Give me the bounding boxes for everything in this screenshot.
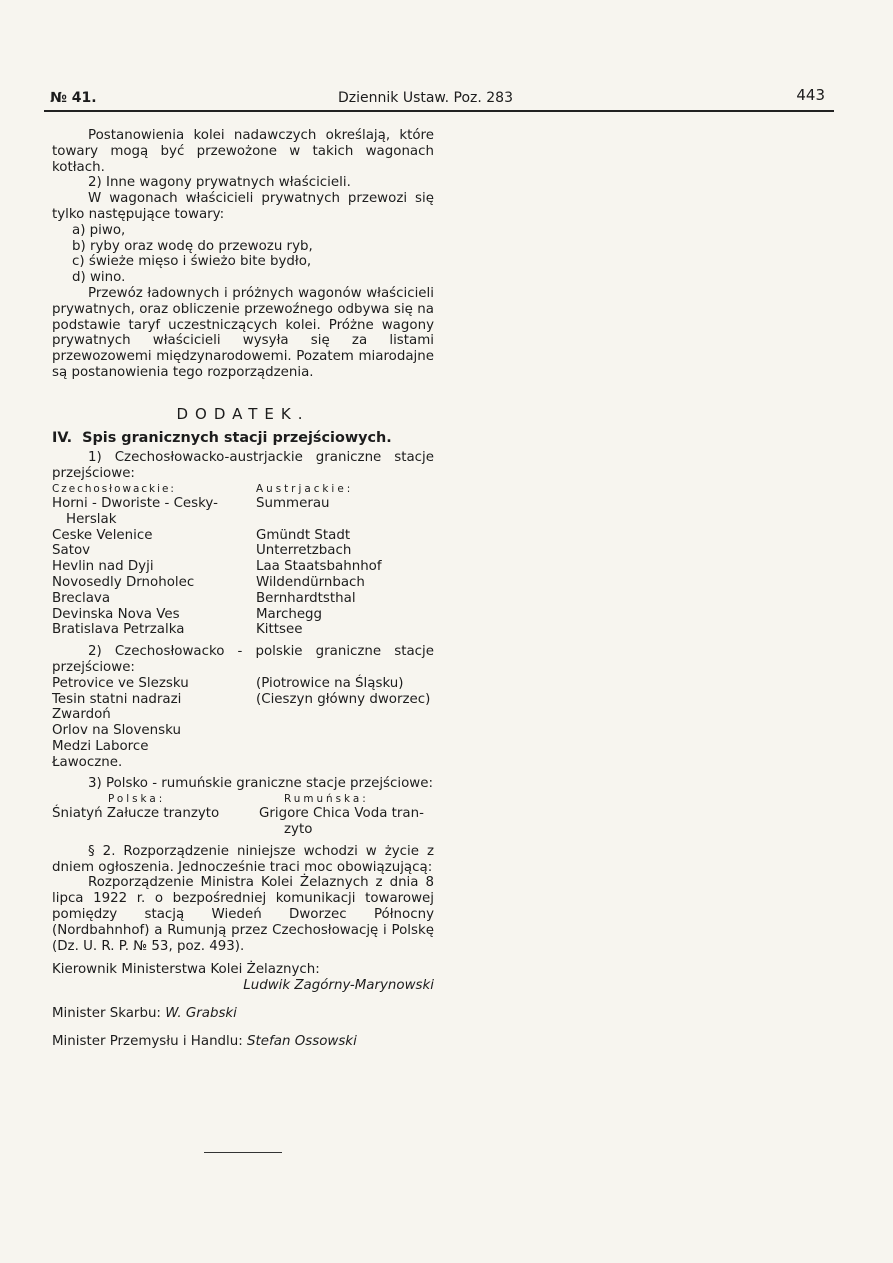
station-right: Wildendürnbach bbox=[256, 574, 365, 590]
station-right: (Piotrowice na Śląsku) bbox=[256, 675, 404, 691]
station-left: Horni - Dworiste - Cesky- bbox=[52, 495, 218, 511]
table-row bbox=[52, 822, 434, 838]
table-row bbox=[52, 591, 434, 607]
table-row bbox=[52, 528, 434, 544]
station-right: Gmündt Stadt bbox=[256, 527, 351, 543]
table-row bbox=[52, 575, 434, 591]
table-row bbox=[52, 676, 434, 692]
signature-name: W. Grabski bbox=[165, 1006, 237, 1022]
list-item: b) ryby oraz wodę do przewozu ryb, bbox=[72, 238, 313, 254]
table-row bbox=[52, 543, 434, 559]
section-title-text: Spis granicznych stacji przejściowych. bbox=[82, 429, 392, 446]
station-right bbox=[256, 739, 434, 755]
intro-paragraph-3: W wagonach właścicieli prywatnych przewozi się tylko następujące towary: bbox=[52, 191, 434, 222]
station-left: Medzi Laborce bbox=[52, 738, 149, 754]
signature-name: Stefan Ossowski bbox=[247, 1033, 357, 1049]
section-roman: IV. bbox=[52, 429, 73, 446]
table-row bbox=[52, 512, 434, 528]
section1-right-header: Austrjackie: bbox=[256, 482, 354, 495]
station-left: Satov bbox=[52, 543, 91, 559]
table-row bbox=[52, 559, 434, 575]
station-left: Devinska Nova Ves bbox=[52, 606, 180, 622]
station-right: Grigore Chica Voda tran- bbox=[259, 806, 424, 822]
section3-right-header: Rumuńska: bbox=[284, 793, 369, 806]
signature-3 bbox=[52, 1034, 434, 1050]
station-right: Unterretzbach bbox=[256, 543, 352, 559]
final-paragraph-2: Rozporządzenie Ministra Kolei Żelaznych z dnia 8 lipca 1922 r. o bezpośredniej komunikacji towarowej pomiędzy stacją Wiedeń Dworzec Północny (Nordbahnhof) a Rumunją przez Czechosłowację i Polskę (Dz. U. R. P. № 53, poz. 493). bbox=[52, 875, 434, 954]
list-item: a) piwo, bbox=[72, 222, 126, 238]
station-left: Herslak bbox=[66, 511, 117, 527]
station-left: Bratislava Petrzalka bbox=[52, 622, 185, 638]
section3-left-header: Polska: bbox=[108, 793, 166, 806]
signature-role: Minister Przemysłu i Handlu: bbox=[52, 1033, 243, 1049]
station-left: Novosedly Drnoholec bbox=[52, 574, 195, 590]
signature-1 bbox=[52, 962, 434, 994]
table-row bbox=[52, 739, 434, 755]
table-row bbox=[52, 692, 434, 708]
page-number: 443 bbox=[796, 86, 825, 104]
station-right bbox=[256, 723, 434, 739]
section3-intro: 3) Polsko - rumuńskie graniczne stacje przejściowe: bbox=[88, 776, 434, 792]
station-left: Zwardoń bbox=[52, 707, 111, 723]
intro-paragraph-1: Postanowienia kolei nadawczych określają, które towary mogą być przewożone w takich wagonach kotłach. bbox=[52, 128, 434, 175]
issue-number: № 41. bbox=[50, 90, 97, 106]
station-right: Bernhardtsthal bbox=[256, 590, 356, 606]
station-left: Petrovice ve Slezsku bbox=[52, 675, 189, 691]
journal-title: Dziennik Ustaw. Poz. 283 bbox=[338, 90, 513, 106]
text-column bbox=[52, 128, 434, 1050]
station-right: (Cieszyn główny dworzec) bbox=[256, 691, 431, 707]
station-right: Marchegg bbox=[256, 606, 323, 622]
table-row bbox=[52, 707, 434, 723]
final-paragraph-1: § 2. Rozporządzenie niniejsze wchodzi w życie z dniem ogłoszenia. Jednocześnie traci moc obowiązującą: bbox=[52, 843, 434, 875]
section-title bbox=[52, 431, 434, 447]
station-right bbox=[256, 755, 434, 771]
signature-2 bbox=[52, 1006, 434, 1022]
table-row bbox=[52, 607, 434, 623]
station-left: Tesin statni nadrazi bbox=[52, 691, 182, 707]
list-item: d) wino. bbox=[72, 270, 126, 286]
signature-role: Kierownik Ministerstwa Kolei Żelaznych: bbox=[52, 962, 320, 978]
station-right bbox=[256, 707, 434, 723]
list-item: c) świeże mięso i świeżo bite bydło, bbox=[72, 254, 312, 270]
section1-left-header: Czechosłowackie: bbox=[52, 482, 176, 495]
intro-paragraph-4: Przewóz ładownych i próżnych wagonów właścicieli prywatnych, oraz obliczenie przewoźnego odbywa się na podstawie taryf uczestniczących kolei. Próżne wagony prywatnych właścicieli wysyła się za listami przewozowemi międzynarodowemi. Pozatem miarodajne są postanowienia tego rozporządzenia. bbox=[52, 285, 434, 380]
section1-header-row bbox=[52, 482, 434, 496]
end-rule bbox=[204, 1152, 282, 1153]
station-left: Ławoczne. bbox=[52, 754, 123, 770]
station-left: Hevlin nad Dyji bbox=[52, 559, 154, 575]
station-right: Laa Staatsbahnhof bbox=[256, 559, 382, 575]
section3-header-row bbox=[52, 792, 434, 806]
page-header bbox=[40, 86, 830, 110]
table-row bbox=[52, 723, 434, 739]
goods-list bbox=[52, 223, 434, 286]
station-right: Kittsee bbox=[256, 622, 303, 638]
station-left: Orlov na Slovensku bbox=[52, 723, 181, 739]
table-row bbox=[52, 755, 434, 771]
table-row bbox=[52, 496, 434, 512]
table-row bbox=[52, 622, 434, 638]
header-rule bbox=[44, 110, 834, 112]
section1-intro: 1) Czechosłowacko-austrjackie graniczne stacje przejściowe: bbox=[52, 450, 434, 482]
station-right-cont: zyto bbox=[284, 822, 313, 838]
signature-role: Minister Skarbu: bbox=[52, 1006, 161, 1022]
station-right: Summerau bbox=[256, 495, 330, 511]
station-right bbox=[270, 512, 434, 528]
station-left: Ceske Velenice bbox=[52, 527, 153, 543]
table-row bbox=[52, 806, 434, 822]
signature-name: Ludwik Zagórny-Marynowski bbox=[243, 978, 434, 994]
station-left: Breclava bbox=[52, 590, 111, 606]
intro-paragraph-2: 2) Inne wagony prywatnych właścicieli. bbox=[88, 175, 351, 191]
station-left: Śniatyń Załucze tranzyto bbox=[52, 806, 220, 822]
section2-intro: 2) Czechosłowacko - polskie graniczne stacje przejściowe: bbox=[52, 644, 434, 675]
appendix-heading: DODATEK. bbox=[176, 404, 310, 423]
